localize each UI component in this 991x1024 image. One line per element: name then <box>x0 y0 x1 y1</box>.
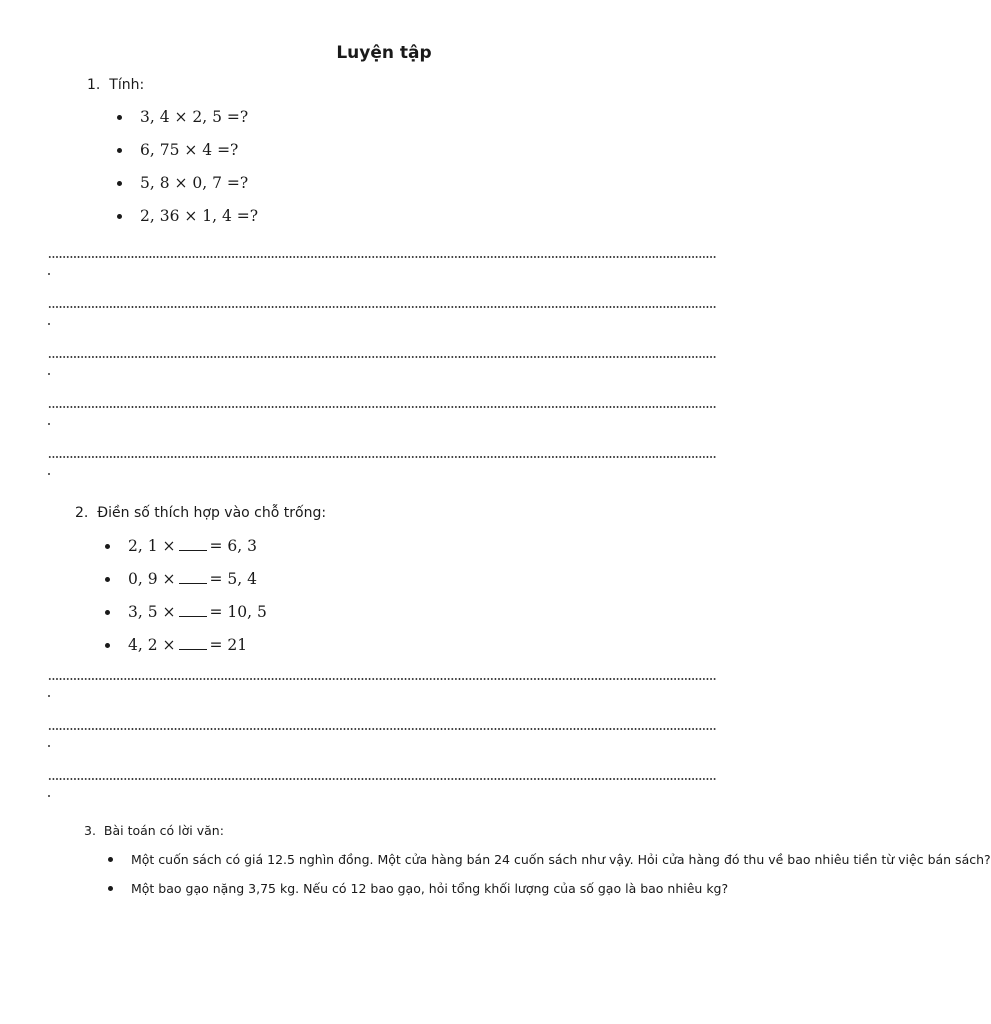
blank-field[interactable] <box>179 538 207 551</box>
list-item <box>105 603 267 636</box>
question-2-number: 2. <box>75 505 89 521</box>
list-item: Một cuốn sách có giá 12.5 nghìn đồng. Một cửa hàng bán 24 cuốn sách như vậy. Hỏi cửa hàng đó thu về bao nhiêu tiền từ việc bán sách? <box>107 848 679 871</box>
answer-line[interactable] <box>48 306 716 336</box>
list-item <box>105 537 267 570</box>
list-item: 3, 4 × 2, 5 =? <box>117 108 258 141</box>
question-3-number: 3. <box>84 823 96 838</box>
equation-right: = 21 <box>209 636 248 654</box>
equation-right: = 5, 4 <box>209 570 257 588</box>
list-item: 5, 8 × 0, 7 =? <box>117 174 258 207</box>
list-item: 6, 75 × 4 =? <box>117 141 258 174</box>
list-item <box>105 636 267 669</box>
question-1-number: 1. <box>87 77 101 93</box>
question-3-heading <box>84 822 224 840</box>
question-2-list <box>105 537 267 669</box>
blank-field[interactable] <box>179 604 207 617</box>
answer-line[interactable] <box>48 356 716 386</box>
equation-left: 3, 5 × <box>128 603 176 621</box>
equation-left: 4, 2 × <box>128 636 176 654</box>
question-2-text: Điền số thích hợp vào chỗ trống: <box>97 505 327 521</box>
question-1-list <box>117 108 258 240</box>
answer-line[interactable] <box>48 256 716 286</box>
equation-left: 2, 1 × <box>128 537 176 555</box>
blank-field[interactable] <box>179 571 207 584</box>
question-1-heading <box>87 76 144 94</box>
answer-line[interactable] <box>48 456 716 486</box>
list-item <box>105 570 267 603</box>
list-item: 2, 36 × 1, 4 =? <box>117 207 258 240</box>
question-3-list <box>107 848 991 906</box>
question-1-text: Tính: <box>109 77 145 93</box>
answer-line[interactable] <box>48 678 716 708</box>
answer-line[interactable] <box>48 728 716 758</box>
question-3-text: Bài toán có lời văn: <box>103 823 224 838</box>
equation-left: 0, 9 × <box>128 570 176 588</box>
equation-right: = 6, 3 <box>209 537 257 555</box>
question-2-heading <box>75 504 326 522</box>
answer-line[interactable] <box>48 406 716 436</box>
list-item: Một bao gạo nặng 3,75 kg. Nếu có 12 bao gạo, hỏi tổng khối lượng của số gạo là bao nhiêu kg? <box>107 877 679 900</box>
page-title: Luyện tập <box>336 43 432 63</box>
equation-right: = 10, 5 <box>209 603 267 621</box>
answer-line[interactable] <box>48 778 716 808</box>
blank-field[interactable] <box>179 637 207 650</box>
